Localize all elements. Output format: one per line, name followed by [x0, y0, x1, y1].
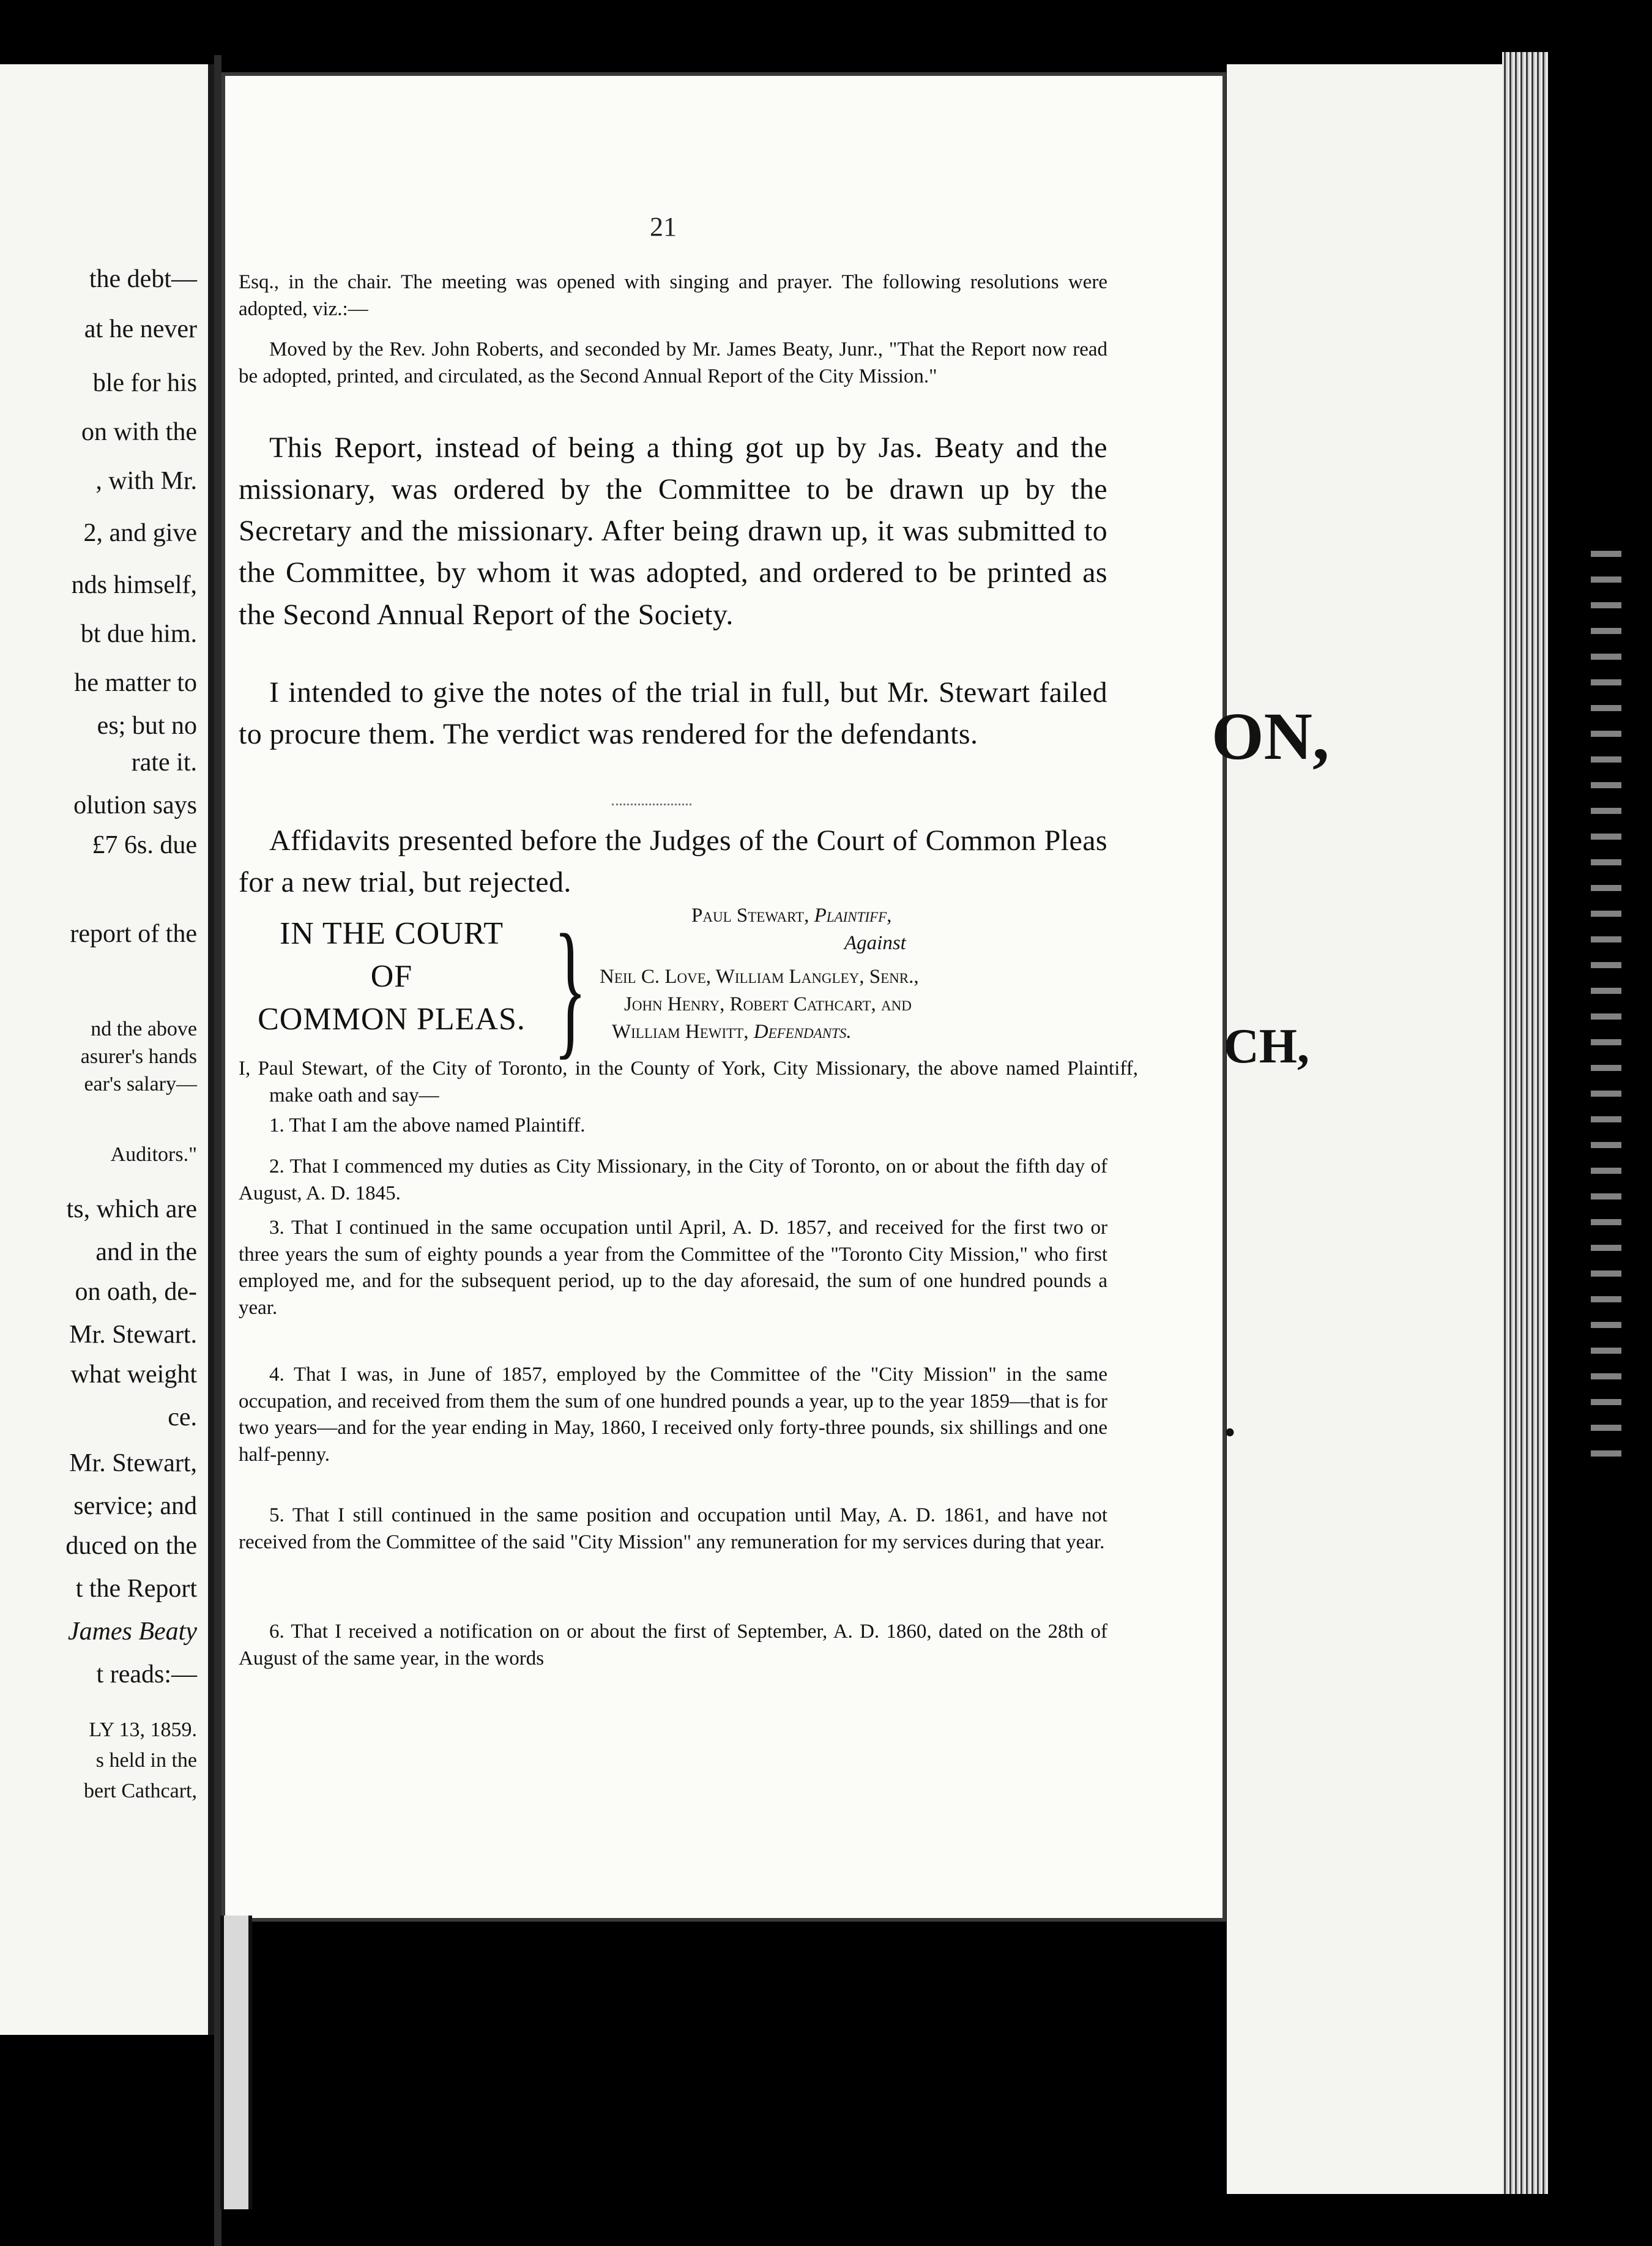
- trial-paragraph: I intended to give the notes of the trial in full, but Mr. Stewart failed to procure them. The verdict was rendered for the defendants.: [239, 676, 1107, 751]
- plaintiff-role: Plaintiff,: [814, 905, 892, 927]
- court-title-line: OF: [370, 959, 413, 994]
- left-page-line: ce.: [168, 1403, 197, 1431]
- left-page-line: duced on the: [65, 1532, 197, 1560]
- left-page-line: ear's salary—: [84, 1073, 197, 1095]
- left-page-line: ts, which are: [66, 1195, 197, 1223]
- left-page-line: t reads:—: [96, 1660, 197, 1688]
- page-number: 21: [650, 212, 677, 242]
- defendants-line: Neil C. Love, William Langley, Senr.,: [600, 966, 919, 988]
- resolution-paragraph: Moved by the Rev. John Roberts, and seconded by Mr. James Beaty, Junr., "That the Report now read be adopted, printed, and circulated, as the Second Annual Report of the City Mission.": [239, 338, 1107, 387]
- meeting-paragraph: Esq., in the chair. The meeting was opened with singing and prayer. The following resolutions were adopted, viz.:—: [239, 271, 1107, 320]
- left-page-line: rate it.: [131, 748, 197, 777]
- court-title-line: COMMON PLEAS.: [258, 1002, 526, 1037]
- left-page-line: report of the: [70, 920, 197, 948]
- affidavit-item: 4. That I was, in June of 1857, employed by the Committee of the "City Mission" in the same occupation, and received from them the sum of one hundred pounds a year, up to the year 1859—that is for two years—and for the year ending in May, 1860, I received only forty-three pounds, six shillings and one half-penny.: [239, 1364, 1107, 1466]
- left-page-line: on oath, de-: [75, 1278, 197, 1306]
- right-page-fragment: ON,: [1211, 699, 1330, 774]
- left-page-line: at he never: [84, 315, 197, 343]
- affidavit-item: 1. That I am the above named Plaintiff.: [269, 1114, 586, 1136]
- right-page-fragment: .: [1224, 1393, 1236, 1447]
- left-page-line: Mr. Stewart,: [69, 1449, 197, 1477]
- left-page-line: bert Cathcart,: [83, 1780, 197, 1802]
- facing-left-page: [0, 64, 217, 2035]
- left-page-line: James Beaty: [67, 1617, 197, 1646]
- left-page-line: what weight: [70, 1360, 197, 1389]
- facing-right-page: [1211, 64, 1502, 2194]
- left-page-line: bt due him.: [80, 620, 197, 648]
- left-page-line: t the Report: [75, 1575, 197, 1603]
- right-page-fragment: CH,: [1224, 1020, 1309, 1073]
- defendants-line: [612, 1022, 852, 1042]
- book-edge-marks: [1591, 551, 1621, 1469]
- curly-brace: }: [554, 903, 587, 1073]
- plaintiff-name: Paul Stewart,: [691, 905, 809, 927]
- section-separator: [612, 804, 691, 805]
- left-page-line: LY 13, 1859.: [89, 1718, 197, 1741]
- left-page-line: service; and: [73, 1492, 197, 1520]
- left-page-line: Mr. Stewart.: [69, 1321, 197, 1349]
- left-page-line: es; but no: [97, 712, 197, 740]
- affidavit-item: 6. That I received a notification on or about the first of September, A. D. 1860, dated on the 28th of August of the same year, in the words: [239, 1621, 1107, 1670]
- left-page-line: the debt—: [89, 265, 197, 293]
- affidavit-item: 3. That I continued in the same occupation until April, A. D. 1857, and received for the first two or three years the sum of eighty pounds a year from the Committee of the "Toronto City Mission," who first employed me, and for the subsequent period, up to the day aforesaid, the sum of one hundred pounds a year.: [239, 1217, 1107, 1319]
- left-page-line: , with Mr.: [95, 467, 197, 495]
- book-page-edges: [1502, 52, 1548, 2194]
- left-page-line: nds himself,: [71, 571, 197, 599]
- court-title-line: IN THE COURT: [279, 916, 504, 951]
- affidavit-item: 5. That I still continued in the same position and occupation until May, A. D. 1861, and have not received from the Committee of the said "City Mission" any remuneration for my services during that year.: [239, 1504, 1107, 1553]
- left-page-line: olution says: [73, 791, 197, 819]
- left-page-line: asurer's hands: [80, 1045, 197, 1068]
- left-page-line: and in the: [95, 1238, 197, 1266]
- plaintiff-line: [691, 906, 891, 926]
- left-page-line: Auditors.": [110, 1143, 197, 1166]
- oath-intro: I, Paul Stewart, of the City of Toronto, in the County of York, City Missionary, the above named Plaintiff, make oath and say—: [239, 1058, 1138, 1106]
- affidavit-item: 2. That I commenced my duties as City Missionary, in the City of Toronto, on or about the fifth day of August, A. D. 1845.: [239, 1155, 1107, 1204]
- left-page-line: ble for his: [92, 369, 197, 397]
- defendants-role: Defendants.: [753, 1021, 852, 1043]
- left-page-line: he matter to: [74, 669, 197, 697]
- left-page-line: nd the above: [91, 1018, 197, 1040]
- binding-tab: [220, 1916, 252, 2209]
- defendants-line: John Henry, Robert Cathcart, and: [624, 993, 912, 1015]
- left-page-line: £7 6s. due: [92, 831, 197, 859]
- left-page-line: on with the: [81, 418, 197, 446]
- against-label: Against: [844, 932, 906, 954]
- report-paragraph: This Report, instead of being a thing got up by Jas. Beaty and the missionary, was ordered by the Committee to be drawn up by the Secretary and the missionary. After being drawn up, it was submitted to the Committee, by whom it was adopted, and ordered to be printed as the Second Annual Report of the Society.: [239, 431, 1107, 631]
- defendant-name: William Hewitt,: [612, 1021, 749, 1043]
- affidavits-heading: Affidavits presented before the Judges of the Court of Common Pleas for a new trial, but rejected.: [239, 824, 1107, 899]
- left-page-line: 2, and give: [83, 519, 197, 547]
- left-page-line: s held in the: [95, 1749, 197, 1772]
